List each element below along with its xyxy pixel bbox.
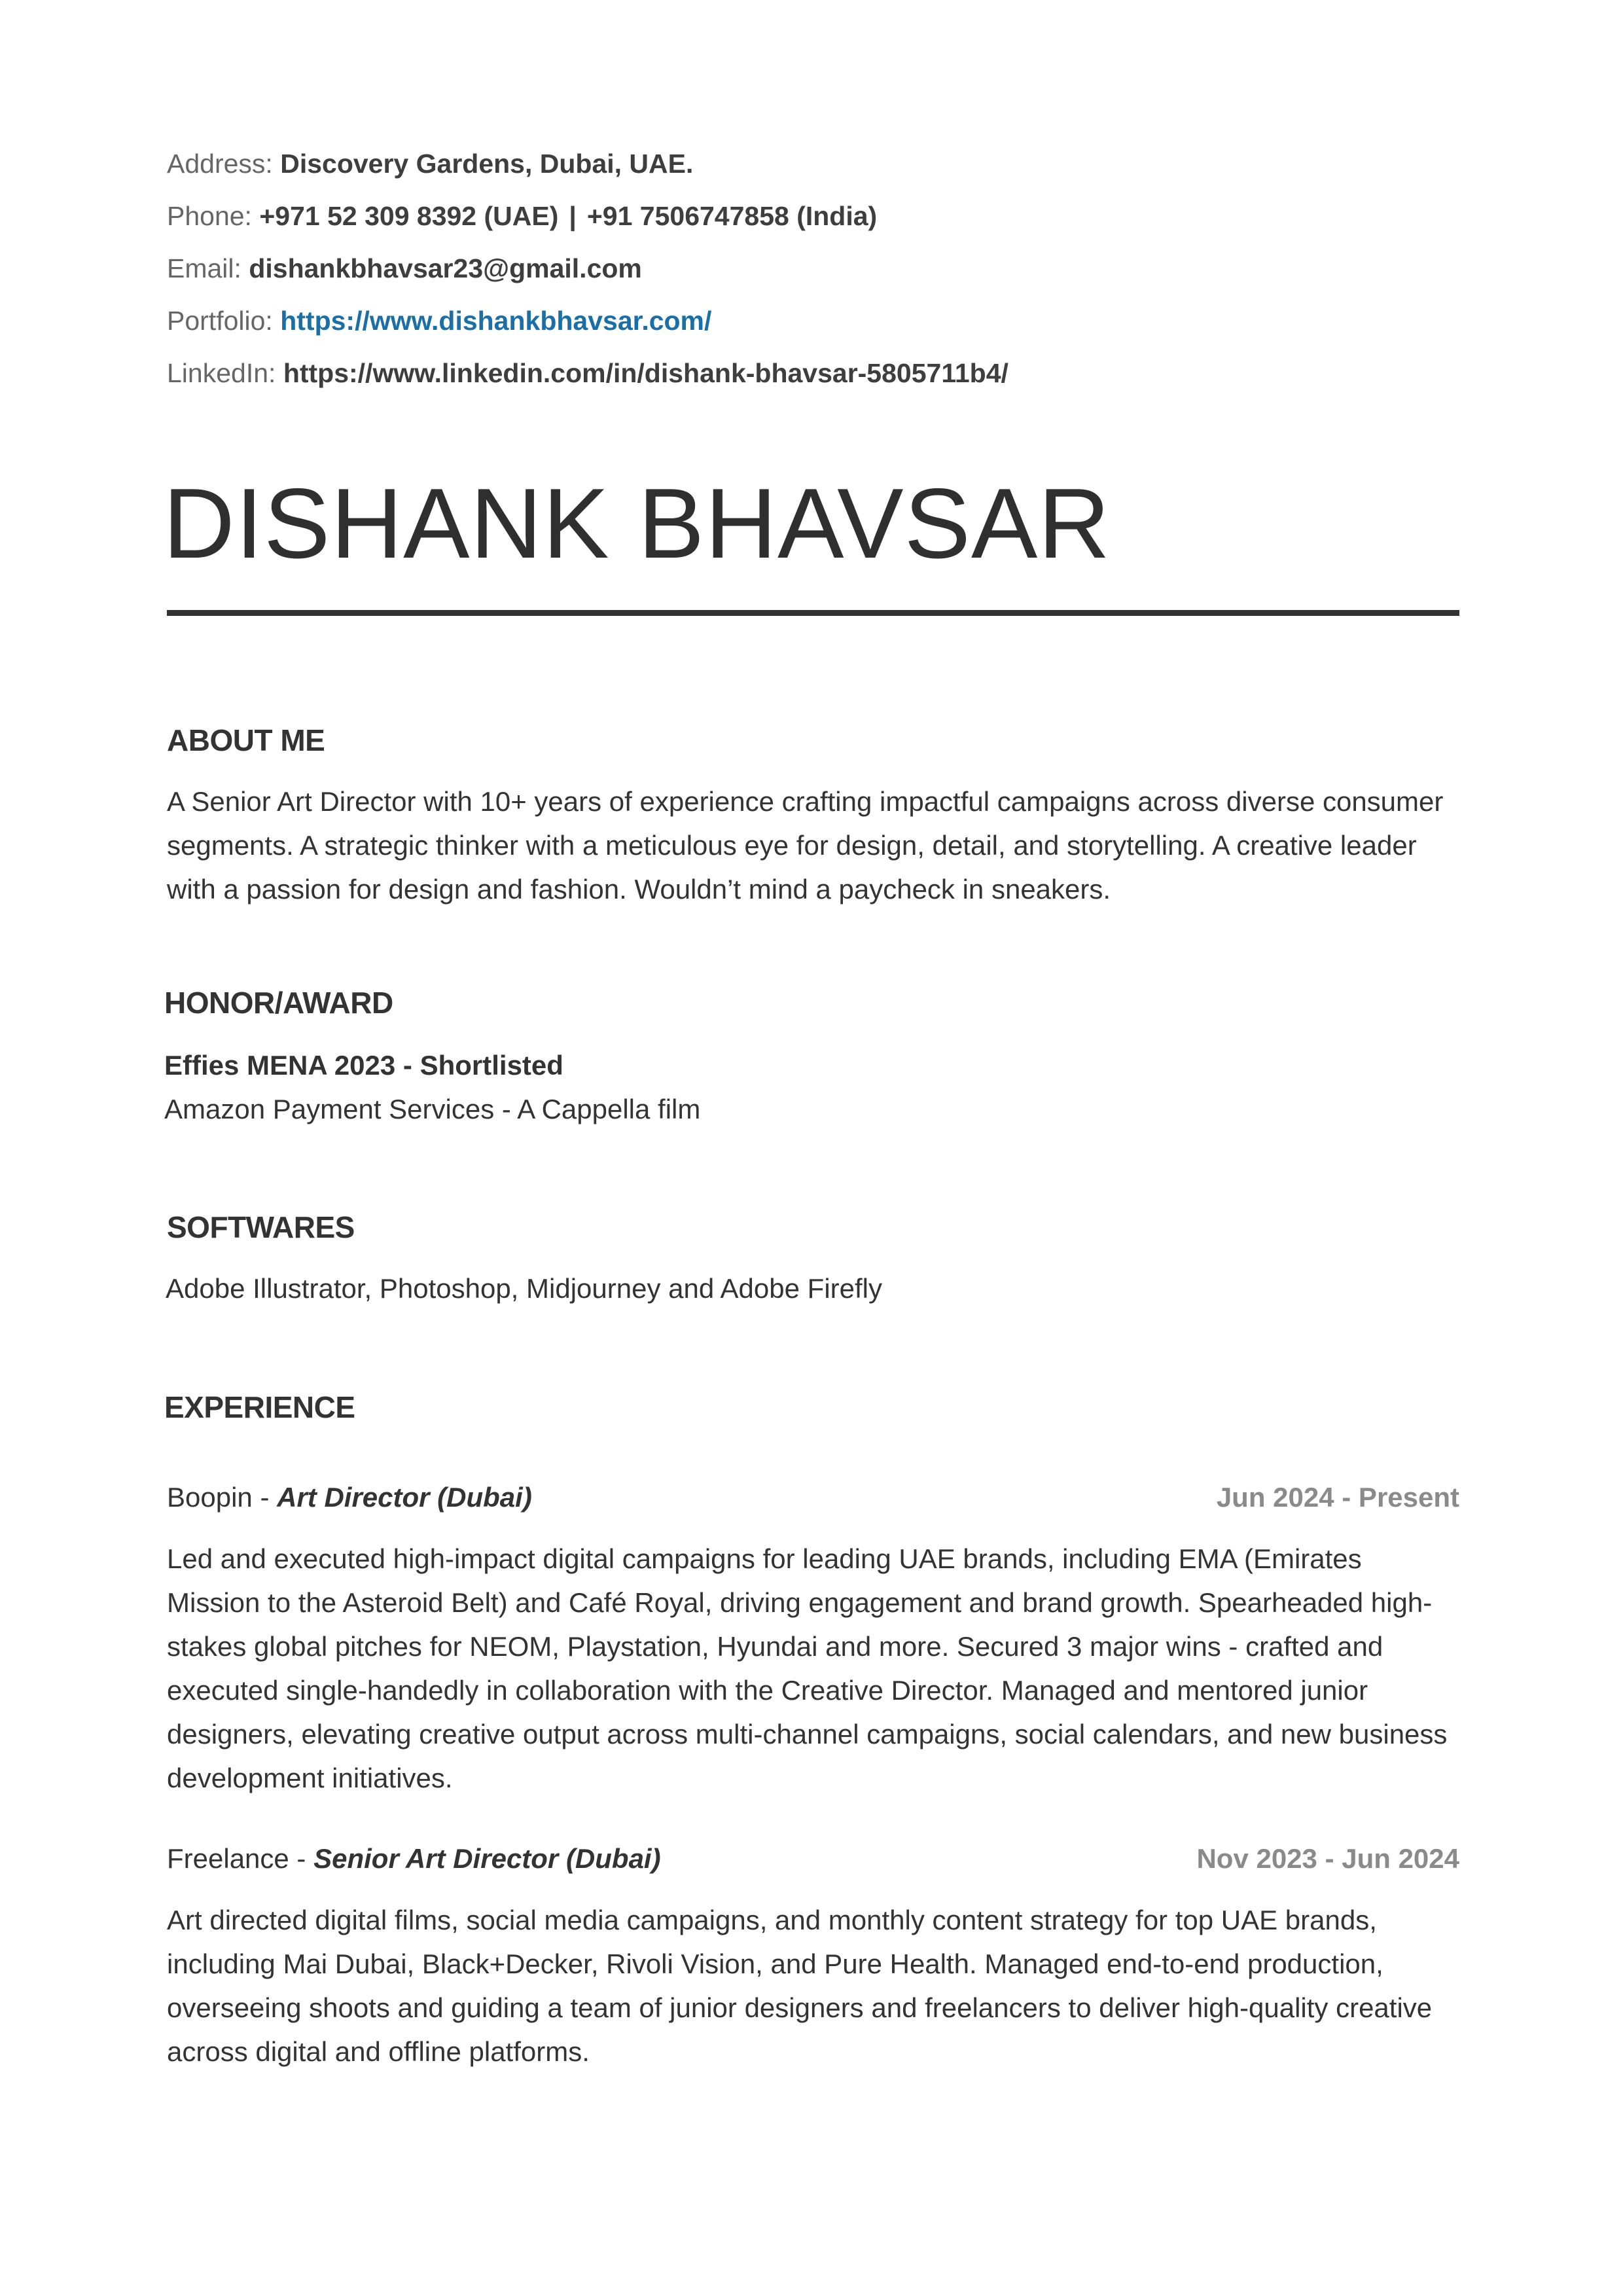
address-value: Discovery Gardens, Dubai, UAE. [280, 149, 694, 179]
honor-title: HONOR/AWARD [164, 986, 393, 1020]
job-header [167, 1839, 1459, 1878]
email-link[interactable]: dishankbhavsar23@gmail.com [249, 253, 642, 283]
job-dates: Nov 2023 - Jun 2024 [1196, 1843, 1459, 1874]
phone-label: Phone: [167, 201, 252, 231]
award-detail: Amazon Payment Services - A Cappella film [164, 1094, 701, 1124]
job-entry [164, 1839, 1459, 2073]
linkedin-line [167, 347, 1459, 399]
address-line [167, 137, 1459, 190]
about-title: ABOUT ME [167, 723, 325, 757]
job-role: Senior Art Director (Dubai) [313, 1843, 661, 1874]
job-dates: Jun 2024 - Present [1216, 1482, 1459, 1513]
candidate-name: DISHANK BHAVSAR [163, 468, 1111, 579]
job-company: Freelance - [167, 1843, 314, 1874]
job-title-line [167, 1839, 661, 1878]
softwares-list: Adobe Illustrator, Photoshop, Midjourney and Adobe Firefly [166, 1273, 882, 1304]
job-entry [164, 1478, 1459, 1800]
softwares-section [167, 1208, 1459, 1310]
experience-section [164, 1388, 1459, 2073]
job-title-line [167, 1478, 532, 1517]
job-description: Art directed digital films, social media campaigns, and monthly content strategy for top UAE brands, including Mai Dubai, Black+Decker, Rivoli Vision, and Pure Health. Managed end-to-end production, overseeing shoots and guiding a team of junior designers and freelancers to deliver high-quality creative across digital and offline platforms. [167, 1905, 1433, 2067]
job-header [167, 1478, 1459, 1517]
email-label: Email: [167, 253, 241, 283]
portfolio-link[interactable]: https://www.dishankbhavsar.com/ [280, 306, 712, 336]
phone-separator: | [569, 201, 577, 231]
phone-uae[interactable]: +971 52 309 8392 (UAE) [259, 201, 559, 231]
softwares-title: SOFTWARES [167, 1210, 355, 1244]
portfolio-line [167, 295, 1459, 347]
contact-block [167, 137, 1459, 399]
about-section [167, 721, 1459, 911]
job-description: Led and executed high-impact digital campaigns for leading UAE brands, including EMA (Emirates Mission to the Asteroid Belt) and Café Royal, driving engagement and brand growth. Spearheaded high-stakes global pitches for NEOM, Playstation, Hyundai and more. Secured 3 major wins - crafted and executed single-handedly in collaboration with the Creative Director. Managed and mentored junior designers, elevating creative output across multi-channel campaigns, social calendars, and new business development initiatives. [167, 1543, 1448, 1793]
about-text: A Senior Art Director with 10+ years of experience crafting impactful campaigns across diverse consumer segments. A strategic thinker with a meticulous eye for design, detail, and storytelling. A creative leader with a passion for design and fashion. Wouldn’t mind a paycheck in sneakers. [167, 786, 1444, 905]
address-label: Address: [167, 149, 273, 179]
experience-title: EXPERIENCE [164, 1390, 355, 1424]
portfolio-label: Portfolio: [167, 306, 273, 336]
header-divider [167, 610, 1459, 616]
phone-india[interactable]: +91 7506747858 (India) [586, 201, 878, 231]
phone-line [167, 190, 1459, 242]
job-company: Boopin - [167, 1482, 277, 1513]
linkedin-label: LinkedIn: [167, 358, 276, 388]
job-role: Art Director (Dubai) [277, 1482, 532, 1513]
linkedin-link[interactable]: https://www.linkedin.com/in/dishank-bhavsar-5805711b4/ [283, 358, 1008, 388]
honor-section [164, 983, 1459, 1131]
award-name: Effies MENA 2023 - Shortlisted [164, 1050, 563, 1081]
email-line [167, 242, 1459, 295]
resume-page [163, 137, 1459, 2073]
